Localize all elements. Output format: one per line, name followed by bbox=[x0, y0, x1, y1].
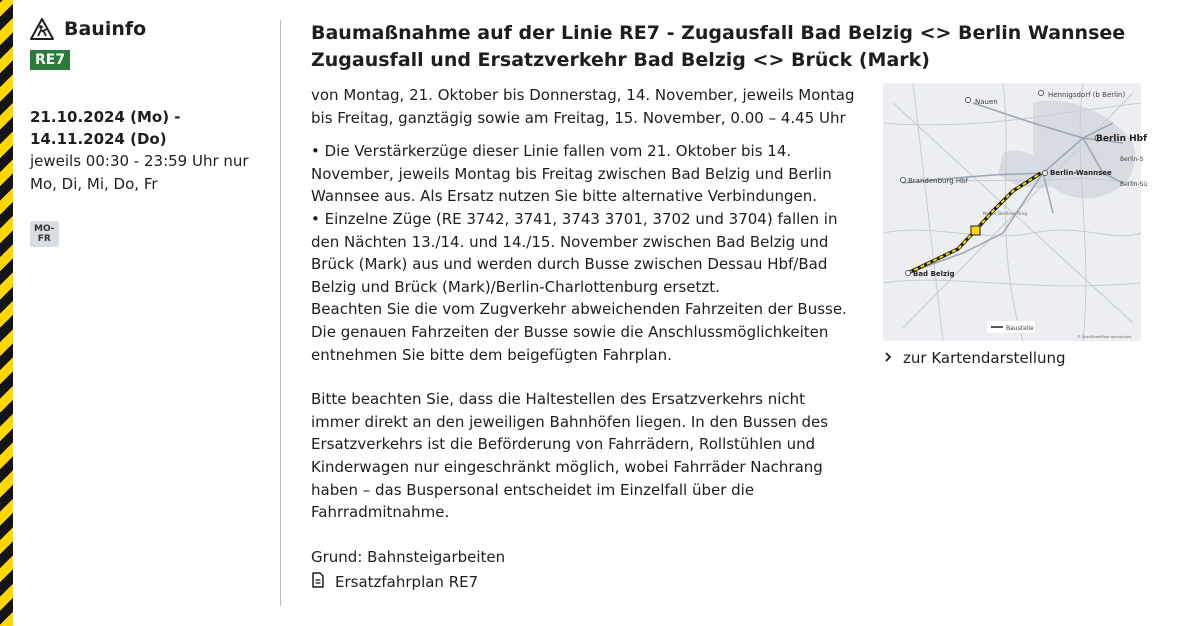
time-info: jeweils 00:30 - 23:59 Uhr nur Mo, Di, Mi, Do, Fr bbox=[30, 152, 249, 193]
reason-text: Grund: Bahnsteigarbeiten bbox=[311, 547, 506, 566]
page-title: Baumaßnahme auf der Linie RE7 - Zugausfall Bad Belzig <> Berlin Wannsee Zugausfall und Ersatzverkehr Bad Belzig <> Brück (Mark) bbox=[311, 22, 1126, 71]
bauinfo-header bbox=[30, 18, 265, 40]
body-text bbox=[311, 84, 856, 568]
map-label-nauen: Nauen bbox=[975, 98, 998, 106]
map-label-berlin-s2: Berlin-Sü bbox=[1120, 181, 1148, 188]
construction-stripe bbox=[0, 0, 13, 626]
map-label-hennigsdorf: Hennigsdorf (b Berlin) bbox=[1048, 91, 1126, 99]
divider bbox=[280, 20, 281, 606]
construction-worker-icon bbox=[30, 18, 54, 40]
map-label-berlin-hbf: Berlin Hbf bbox=[1096, 134, 1148, 144]
date-end: 14.11.2024 (Do) bbox=[30, 130, 167, 148]
attachment-label: Ersatzfahrplan RE7 bbox=[335, 573, 479, 591]
sidebar bbox=[30, 18, 265, 247]
attachment-link[interactable] bbox=[311, 572, 478, 592]
map-label-ring: Neuer Berliner Ring bbox=[983, 212, 1028, 217]
map-label-wannsee: Berlin-Wannsee bbox=[1050, 169, 1112, 177]
document-icon bbox=[311, 572, 325, 592]
notice-text: Bitte beachten Sie, dass die Haltestellen des Ersatzverkehrs nicht immer direkt an den jeweiligen Bahnhöfen liegen. In den Bussen des Ersatzverkehrs ist die Beförderung von Fahrrädern, Rollstühlen und Kinderwagen nur eingeschränkt möglich, wobei Fahrräder Nachrang haben – das Buspersonal entscheidet im Einzelfall über die Fahrradmitnahme. bbox=[311, 390, 829, 522]
map-label-bad-belzig: Bad Belzig bbox=[913, 270, 955, 278]
map-credit: © OpenStreetMap contributors bbox=[1077, 335, 1132, 339]
date-range bbox=[30, 106, 265, 150]
date-start: 21.10.2024 (Mo) - bbox=[30, 108, 181, 126]
intro-text: von Montag, 21. Oktober bis Donnerstag, 14. November, jeweils Montag bis Freitag, ganztägig sowie am Freitag, 15. November, 0.00 – 4.45 Uhr bbox=[311, 86, 855, 127]
line-badge: RE7 bbox=[30, 50, 70, 70]
note-text: Beachten Sie die vom Zugverkehr abweichenden Fahrzeiten der Busse. Die genauen Fahrzeiten der Busse sowie die Anschlussmöglichkeiten entnehmen Sie bitte dem beigefügten Fahrplan. bbox=[311, 300, 847, 364]
map-label-berlin-s1: Berlin-S bbox=[1120, 156, 1144, 163]
map-legend: Baustelle bbox=[1006, 325, 1034, 332]
map-link[interactable] bbox=[883, 349, 1066, 367]
bullet-1: • Die Verstärkerzüge dieser Linie fallen vom 21. Oktober bis 14. November, jeweils Montag bis Freitag zwischen Bad Belzig und Berlin Wannsee aus. Als Ersatz nutzen Sie bitte alternative Verbindungen. bbox=[311, 142, 832, 206]
main-content bbox=[311, 20, 1171, 591]
bauinfo-title: Bauinfo bbox=[64, 18, 147, 40]
days-badge-line2: FR bbox=[37, 234, 51, 244]
days-badge bbox=[30, 221, 59, 247]
chevron-right-icon bbox=[883, 349, 893, 367]
map-thumbnail[interactable] bbox=[883, 83, 1148, 341]
map-link-label: zur Kartendarstellung bbox=[903, 349, 1066, 367]
map-label-brandenburg: Brandenburg Hbf bbox=[908, 177, 969, 185]
days-badge-line1: MO- bbox=[34, 224, 55, 234]
bullet-2: • Einzelne Züge (RE 3742, 3741, 3743 3701, 3702 und 3704) fallen in den Nächten 13./14. und 14./15. November zwischen Bad Belzig und Brück (Mark) aus und werden durch Busse zwischen Dessau Hbf/Bad Belzig und Brück (Mark)/Berlin-Charlottenburg ersetzt. bbox=[311, 209, 838, 296]
